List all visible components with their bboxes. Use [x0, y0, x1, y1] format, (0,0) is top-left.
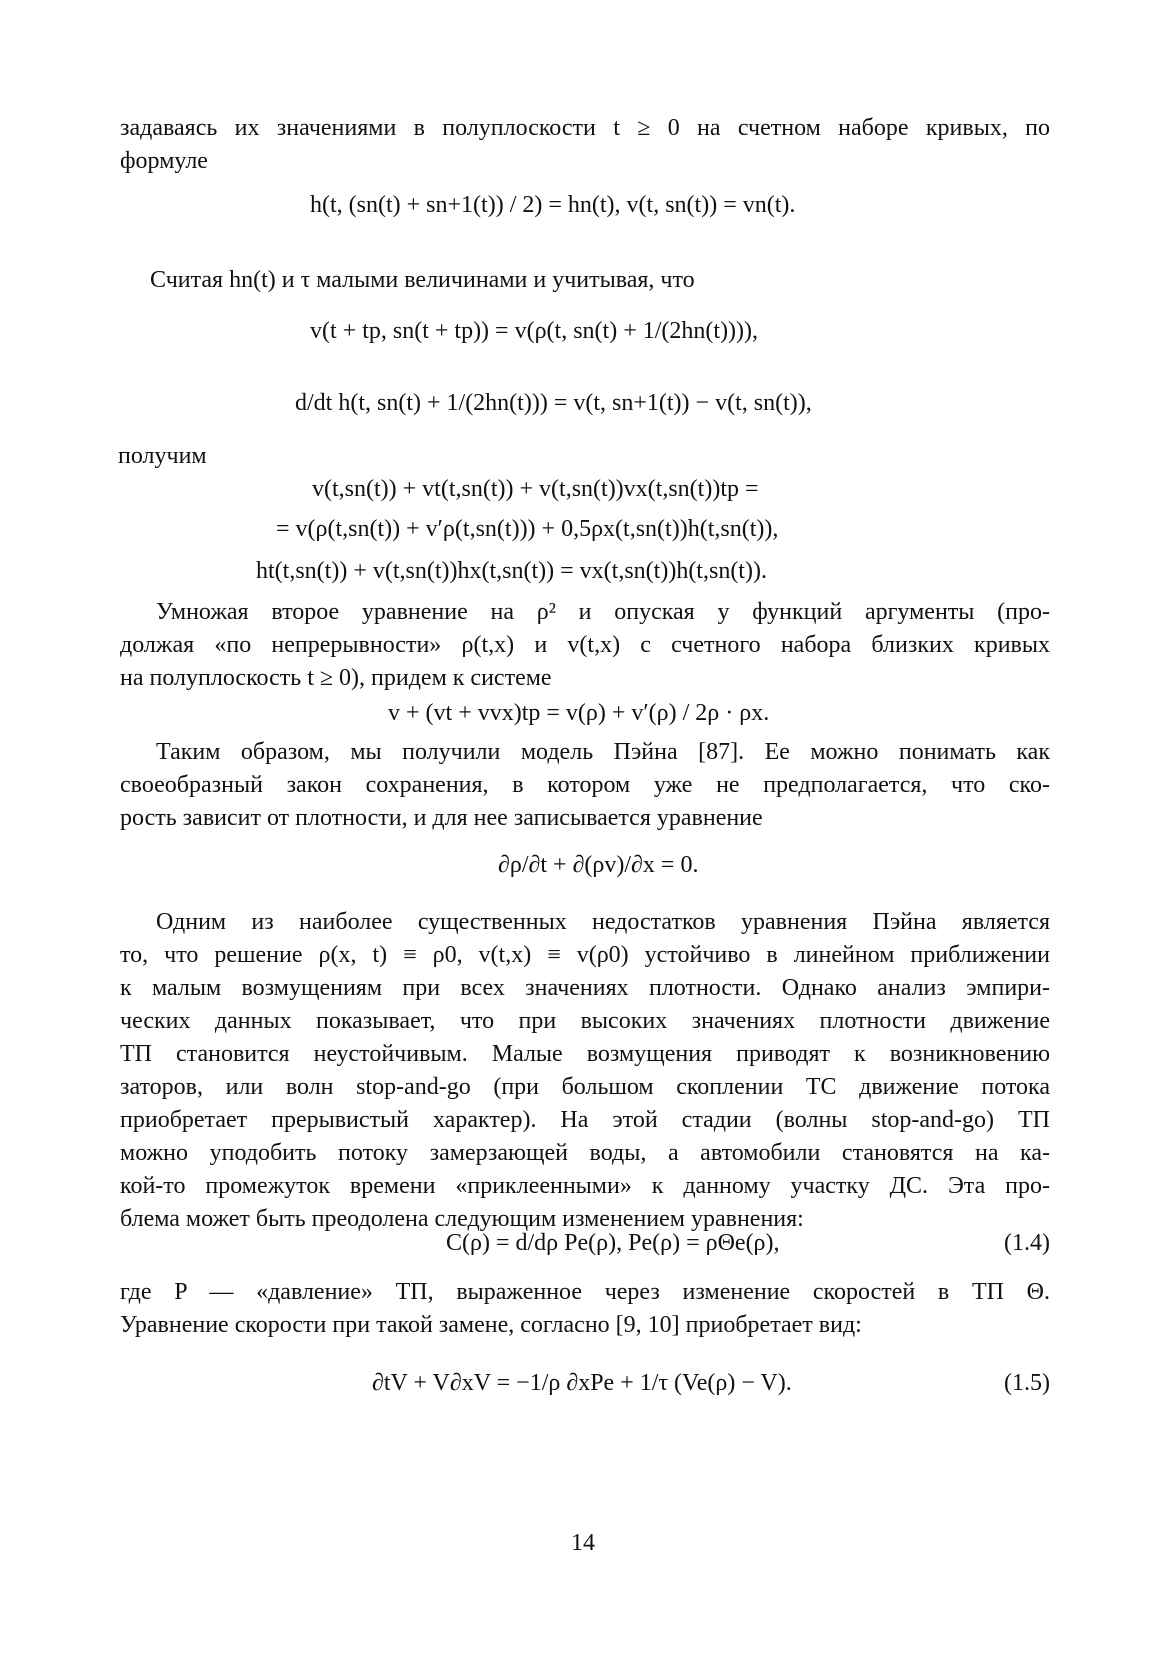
paragraph-2: Считая hn(t) и τ малыми величинами и учитывая, что — [150, 267, 695, 293]
equation-9: C(ρ) = d/dρ Pe(ρ), Pe(ρ) = ρΘe(ρ), — [446, 1230, 780, 1256]
equation-8: ∂ρ/∂t + ∂(ρv)/∂x = 0. — [498, 852, 699, 878]
text-line: рость зависит от плотности, и для нее записывается уравнение — [120, 805, 763, 831]
text-line: Одним из наиболее существенных недостатков уравнения Пэйна является — [156, 909, 1050, 935]
page-number: 14 — [571, 1530, 595, 1556]
text-line: своеобразный закон сохранения, в котором уже не предполагается, что ско- — [120, 772, 1050, 798]
paragraph-6 — [120, 906, 1050, 1236]
text-line: блема может быть преодолена следующим изменением уравнения: — [120, 1206, 804, 1232]
text-line: Умножая второе уравнение на ρ² и опуская у функций аргументы (про- — [156, 599, 1050, 625]
equation-number: (1.4) — [1004, 1230, 1050, 1256]
text-line: формуле — [120, 148, 208, 174]
text-line: на полуплоскость t ≥ 0), придем к системе — [120, 665, 552, 691]
text-line: приобретает прерывистый характер). На этой стадии (волны stop-and-go) ТП — [120, 1107, 1050, 1133]
text-line: задаваясь их значениями в полуплоскости t ≥ 0 на счетном наборе кривых, по — [120, 115, 1050, 141]
text-line: Таким образом, мы получили модель Пэйна [87]. Ее можно понимать как — [156, 739, 1050, 765]
equation-4: v(t,sn(t)) + vt(t,sn(t)) + v(t,sn(t))vx(t,sn(t))tр = — [312, 476, 759, 502]
equation-7: v + (vt + vvx)tр = v(ρ) + v′(ρ) / 2ρ · ρx. — [388, 700, 770, 726]
equation-5: = v(ρ(t,sn(t)) + v′ρ(t,sn(t))) + 0,5ρx(t,sn(t))h(t,sn(t)), — [276, 516, 779, 542]
text-line: должая «по непрерывности» ρ(t,x) и v(t,x) с счетного набора близких кривых — [120, 632, 1050, 658]
text-line: кой-то промежуток времени «приклеенными» к данному участку ДС. Эта про- — [120, 1173, 1050, 1199]
equation-6: ht(t,sn(t)) + v(t,sn(t))hx(t,sn(t)) = vx(t,sn(t))h(t,sn(t)). — [256, 558, 767, 584]
text-line: где P — «давление» ТП, выраженное через изменение скоростей в ТП Θ. — [120, 1279, 1050, 1305]
equation-3: d/dt h(t, sn(t) + 1/(2hn(t))) = v(t, sn+1(t)) − v(t, sn(t)), — [295, 390, 812, 416]
text-line: ческих данных показывает, что при высоких значениях плотности движение — [120, 1008, 1050, 1034]
equation-1: h(t, (sn(t) + sn+1(t)) / 2) = hn(t), v(t, sn(t)) = vn(t). — [310, 192, 796, 218]
equation-2: v(t + tр, sn(t + tр)) = v(ρ(t, sn(t) + 1/(2hn(t)))), — [310, 318, 759, 344]
text-line: Уравнение скорости при такой замене, согласно [9, 10] приобретает вид: — [120, 1312, 862, 1338]
paragraph-1 — [120, 112, 1050, 178]
paragraph-3: получим — [118, 443, 207, 469]
text-line: заторов, или волн stop-and-go (при большом скоплении ТС движение потока — [120, 1074, 1050, 1100]
paragraph-4 — [120, 596, 1050, 695]
paragraph-7 — [120, 1276, 1050, 1342]
text-line: можно уподобить потоку замерзающей воды, а автомобили становятся на ка- — [120, 1140, 1050, 1166]
text-line: к малым возмущениям при всех значениях плотности. Однако анализ эмпири- — [120, 975, 1050, 1001]
paragraph-5 — [120, 736, 1050, 835]
equation-number: (1.5) — [1004, 1370, 1050, 1396]
text-line: ТП становится неустойчивым. Малые возмущения приводят к возникновению — [120, 1041, 1050, 1067]
text-line: то, что решение ρ(x, t) ≡ ρ0, v(t,x) ≡ v(ρ0) устойчиво в линейном приближении — [120, 942, 1050, 968]
equation-10: ∂tV + V∂xV = −1/ρ ∂xPe + 1/τ (Ve(ρ) − V). — [372, 1370, 792, 1396]
